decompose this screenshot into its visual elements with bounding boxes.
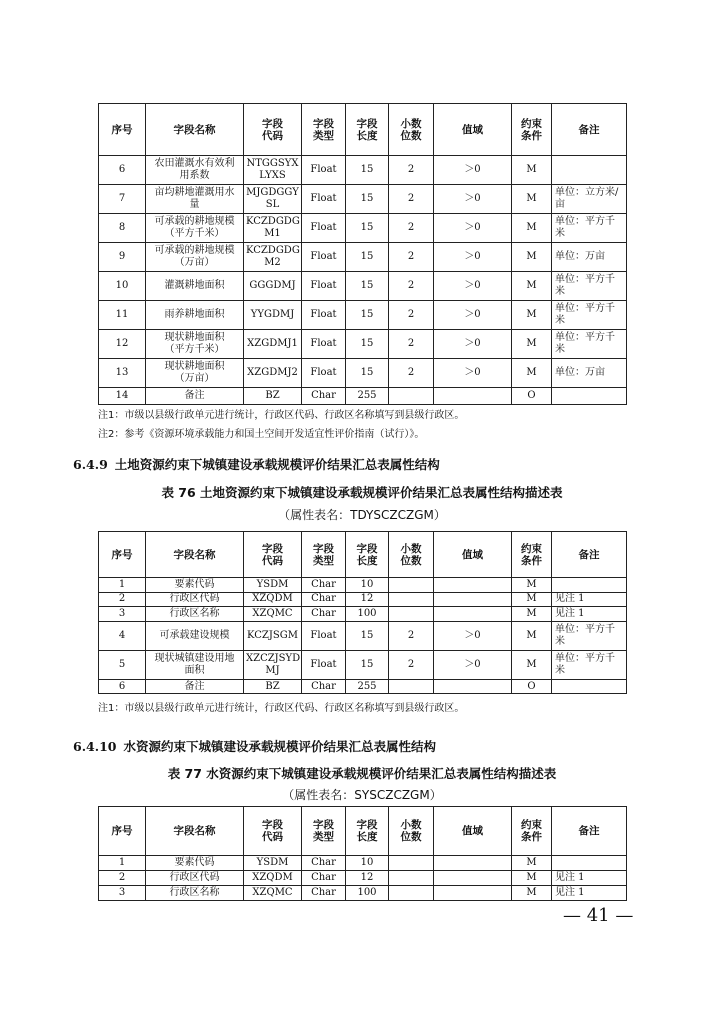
column-header: 备注 — [552, 807, 627, 856]
table-cell: XZQDM — [244, 871, 302, 886]
table-body — [99, 156, 627, 405]
table-caption: 表 77 水资源约束下城镇建设承载规模评价结果汇总表属性结构描述表 — [167, 766, 557, 781]
attribute-table-continued — [98, 103, 627, 405]
table-cell: 8 — [99, 214, 146, 243]
table-cell: Char — [302, 592, 346, 607]
table-cell: 15 — [346, 156, 389, 185]
table-cell: 15 — [346, 359, 389, 388]
table-row — [99, 156, 627, 185]
table-row — [99, 871, 627, 886]
table-cell: ＞0 — [434, 214, 512, 243]
table-cell: O — [512, 679, 552, 694]
table-cell — [434, 856, 512, 871]
table-cell: 10 — [99, 272, 146, 301]
table-cell: M — [512, 330, 552, 359]
page-number: — 41 — — [563, 905, 634, 926]
table-cell: Float — [302, 214, 346, 243]
table-cell — [434, 578, 512, 593]
table-body — [99, 856, 627, 901]
table-cell — [434, 388, 512, 405]
table-header — [99, 807, 627, 856]
table-cell: XZQMC — [244, 607, 302, 622]
column-header: 小数 位数 — [389, 532, 434, 578]
table-cell: 15 — [346, 330, 389, 359]
column-header: 字段 类型 — [302, 532, 346, 578]
column-header: 字段 长度 — [346, 532, 389, 578]
table-cell: 3 — [99, 886, 146, 901]
column-header: 值域 — [434, 104, 512, 156]
table-cell: 11 — [99, 301, 146, 330]
table-cell: ＞0 — [434, 650, 512, 679]
table-cell: 255 — [346, 679, 389, 694]
table-cell: NTGGSYX LYXS — [244, 156, 302, 185]
table-row — [99, 301, 627, 330]
table-cell: 5 — [99, 650, 146, 679]
table-cell: 15 — [346, 214, 389, 243]
table-cell: Char — [302, 578, 346, 593]
column-header: 备注 — [552, 532, 627, 578]
table-cell: ＞0 — [434, 621, 512, 650]
table-cell: Float — [302, 621, 346, 650]
table-cell: M — [512, 592, 552, 607]
table-cell — [434, 607, 512, 622]
table-cell: 可承载的耕地规模 （万亩） — [146, 243, 244, 272]
table-cell: 要素代码 — [146, 578, 244, 593]
table-subcaption: （属性表名：SYSCZCZGM） — [282, 788, 442, 802]
table-cell: KCZDGDG M2 — [244, 243, 302, 272]
table-cell — [552, 578, 627, 593]
table-cell: M — [512, 856, 552, 871]
table-body — [99, 578, 627, 694]
table-cell: M — [512, 607, 552, 622]
table-cell — [389, 886, 434, 901]
table-cell: Char — [302, 679, 346, 694]
table-cell: 15 — [346, 621, 389, 650]
table-cell: 现状耕地面积 （万亩） — [146, 359, 244, 388]
table-cell: ＞0 — [434, 243, 512, 272]
table-cell: 单位：平方千 米 — [552, 330, 627, 359]
table-cell — [389, 592, 434, 607]
table-cell: 1 — [99, 578, 146, 593]
table-cell: 单位：平方千 米 — [552, 272, 627, 301]
table-cell: 255 — [346, 388, 389, 405]
table-cell — [389, 388, 434, 405]
column-header: 值域 — [434, 532, 512, 578]
table-cell: Float — [302, 272, 346, 301]
table-cell: Float — [302, 650, 346, 679]
table-cell: Char — [302, 388, 346, 405]
table-cell: 1 — [99, 856, 146, 871]
table-cell: 雨养耕地面积 — [146, 301, 244, 330]
table-cell: 单位：立方米/ 亩 — [552, 185, 627, 214]
table-cell: 3 — [99, 607, 146, 622]
column-header: 约束 条件 — [512, 532, 552, 578]
table-cell: 6 — [99, 156, 146, 185]
column-header: 约束 条件 — [512, 807, 552, 856]
table-cell: 现状城镇建设用地 面积 — [146, 650, 244, 679]
table-cell: Char — [302, 886, 346, 901]
table-cell: 备注 — [146, 679, 244, 694]
table-row — [99, 330, 627, 359]
table-cell: 见注 1 — [552, 592, 627, 607]
table-cell: 单位：平方千 米 — [552, 621, 627, 650]
table-cell: ＞0 — [434, 301, 512, 330]
table-cell: 单位：平方千 米 — [552, 650, 627, 679]
table-cell: 灌溉耕地面积 — [146, 272, 244, 301]
table-cell: M — [512, 214, 552, 243]
table-cell: Float — [302, 156, 346, 185]
table-cell: M — [512, 871, 552, 886]
table-cell: 100 — [346, 886, 389, 901]
column-header: 字段名称 — [146, 104, 244, 156]
table-cell: 12 — [99, 330, 146, 359]
table-cell — [389, 871, 434, 886]
table-cell: 10 — [346, 578, 389, 593]
table-cell: ＞0 — [434, 359, 512, 388]
table-cell: M — [512, 650, 552, 679]
column-header: 值域 — [434, 807, 512, 856]
column-header: 小数 位数 — [389, 807, 434, 856]
column-header: 备注 — [552, 104, 627, 156]
table-cell: 2 — [389, 214, 434, 243]
table-cell: XZQDM — [244, 592, 302, 607]
attribute-table-water — [98, 806, 627, 901]
table-cell: 行政区代码 — [146, 871, 244, 886]
table-cell: M — [512, 578, 552, 593]
section-heading — [73, 737, 436, 755]
table-cell — [552, 856, 627, 871]
table-cell: 单位：万亩 — [552, 359, 627, 388]
table-cell — [389, 856, 434, 871]
table-cell: 可承载建设规模 — [146, 621, 244, 650]
table-cell: 100 — [346, 607, 389, 622]
table-cell: 单位：万亩 — [552, 243, 627, 272]
column-header: 字段 代码 — [244, 807, 302, 856]
table-cell: Float — [302, 243, 346, 272]
table-cell: 9 — [99, 243, 146, 272]
table-cell: 2 — [389, 156, 434, 185]
table-header — [99, 104, 627, 156]
column-header: 字段 代码 — [244, 104, 302, 156]
table-cell: M — [512, 243, 552, 272]
table-cell: 见注 1 — [552, 871, 627, 886]
column-header: 字段名称 — [146, 807, 244, 856]
table-cell: 15 — [346, 301, 389, 330]
table-cell: 2 — [99, 871, 146, 886]
table-cell — [552, 679, 627, 694]
table-cell: 2 — [389, 185, 434, 214]
table-subcaption: （属性表名：TDYSCZCZGM） — [278, 508, 446, 522]
table-row — [99, 243, 627, 272]
column-header: 字段 代码 — [244, 532, 302, 578]
table-cell: 2 — [389, 330, 434, 359]
table-row — [99, 359, 627, 388]
table-cell: 单位：平方千 米 — [552, 214, 627, 243]
table-cell: 7 — [99, 185, 146, 214]
table-cell — [434, 886, 512, 901]
table-cell: 可承载的耕地规模 （平方千米） — [146, 214, 244, 243]
table-cell: ＞0 — [434, 272, 512, 301]
table-row — [99, 650, 627, 679]
table-row — [99, 607, 627, 622]
table-cell: XZQMC — [244, 886, 302, 901]
table-cell: 2 — [389, 243, 434, 272]
table-cell — [389, 679, 434, 694]
table-cell — [552, 388, 627, 405]
table-row — [99, 272, 627, 301]
table-cell — [434, 871, 512, 886]
table-note: 注1：市级以县级行政单元进行统计，行政区代码、行政区名称填写到县级行政区。 — [98, 410, 465, 421]
table-cell: Char — [302, 607, 346, 622]
table-cell: 行政区代码 — [146, 592, 244, 607]
table-row — [99, 388, 627, 405]
table-cell: O — [512, 388, 552, 405]
table-cell: 行政区名称 — [146, 607, 244, 622]
table-note: 注1：市级以县级行政单元进行统计，行政区代码、行政区名称填写到县级行政区。 — [98, 703, 465, 714]
column-header: 字段名称 — [146, 532, 244, 578]
table-row — [99, 886, 627, 901]
table-cell: 12 — [346, 871, 389, 886]
table-cell: 要素代码 — [146, 856, 244, 871]
table-cell — [434, 592, 512, 607]
table-cell: 2 — [389, 272, 434, 301]
column-header: 序号 — [99, 532, 146, 578]
table-cell: 2 — [99, 592, 146, 607]
table-cell: BZ — [244, 679, 302, 694]
table-cell: 10 — [346, 856, 389, 871]
table-cell: M — [512, 185, 552, 214]
table-caption: 表 76 土地资源约束下城镇建设承载规模评价结果汇总表属性结构描述表 — [161, 485, 563, 500]
table-cell: 备注 — [146, 388, 244, 405]
table-cell: Float — [302, 330, 346, 359]
table-cell: BZ — [244, 388, 302, 405]
table-cell: Float — [302, 185, 346, 214]
table-cell: 6 — [99, 679, 146, 694]
table-cell: ＞0 — [434, 185, 512, 214]
section-heading — [73, 455, 440, 473]
table-cell — [552, 156, 627, 185]
table-cell: Char — [302, 871, 346, 886]
table-note: 注2：参考《资源环境承载能力和国土空间开发适宜性评价指南（试行）》。 — [98, 429, 425, 440]
column-header: 字段 长度 — [346, 104, 389, 156]
table-cell — [434, 679, 512, 694]
table-cell: Char — [302, 856, 346, 871]
table-cell: YSDM — [244, 856, 302, 871]
table-cell: YYGDMJ — [244, 301, 302, 330]
table-cell: 2 — [389, 301, 434, 330]
attribute-table-land — [98, 531, 627, 694]
table-row — [99, 185, 627, 214]
table-row — [99, 592, 627, 607]
table-cell: 农田灌溉水有效利 用系数 — [146, 156, 244, 185]
table-cell: KCZJSGM — [244, 621, 302, 650]
section-number: 6.4.10 — [73, 739, 117, 754]
column-header: 序号 — [99, 104, 146, 156]
table-cell: 15 — [346, 650, 389, 679]
table-cell: M — [512, 272, 552, 301]
column-header: 序号 — [99, 807, 146, 856]
table-cell — [389, 607, 434, 622]
table-cell: 单位：平方千 米 — [552, 301, 627, 330]
section-number: 6.4.9 — [73, 457, 108, 472]
column-header: 字段 类型 — [302, 104, 346, 156]
table-cell — [389, 578, 434, 593]
table-header — [99, 532, 627, 578]
column-header: 约束 条件 — [512, 104, 552, 156]
table-cell: ＞0 — [434, 330, 512, 359]
table-cell: 4 — [99, 621, 146, 650]
section-title: 水资源约束下城镇建设承载规模评价结果汇总表属性结构 — [123, 739, 437, 754]
table-cell: 2 — [389, 359, 434, 388]
table-row — [99, 214, 627, 243]
table-cell: XZGDMJ2 — [244, 359, 302, 388]
table-cell: M — [512, 886, 552, 901]
table-cell: 见注 1 — [552, 886, 627, 901]
table-cell: 亩均耕地灌溉用水 量 — [146, 185, 244, 214]
table-cell: GGGDMJ — [244, 272, 302, 301]
table-cell: Float — [302, 301, 346, 330]
table-cell: 14 — [99, 388, 146, 405]
table-cell: YSDM — [244, 578, 302, 593]
table-cell: 现状耕地面积 （平方千米） — [146, 330, 244, 359]
table-cell: XZGDMJ1 — [244, 330, 302, 359]
table-cell: KCZDGDG M1 — [244, 214, 302, 243]
table-cell: MJGDGGY SL — [244, 185, 302, 214]
table-cell: 12 — [346, 592, 389, 607]
table-cell: 15 — [346, 243, 389, 272]
table-row — [99, 578, 627, 593]
table-cell: 15 — [346, 272, 389, 301]
section-title: 土地资源约束下城镇建设承载规模评价结果汇总表属性结构 — [114, 457, 440, 472]
table-cell: M — [512, 621, 552, 650]
column-header: 小数 位数 — [389, 104, 434, 156]
table-cell: ＞0 — [434, 156, 512, 185]
table-cell: Float — [302, 359, 346, 388]
table-cell: XZCZJSYD MJ — [244, 650, 302, 679]
table-cell: 2 — [389, 650, 434, 679]
table-cell: 行政区名称 — [146, 886, 244, 901]
table-row — [99, 856, 627, 871]
table-cell: 见注 1 — [552, 607, 627, 622]
table-row — [99, 621, 627, 650]
column-header: 字段 类型 — [302, 807, 346, 856]
table-cell: M — [512, 301, 552, 330]
table-cell: 2 — [389, 621, 434, 650]
table-cell: M — [512, 156, 552, 185]
table-cell: 13 — [99, 359, 146, 388]
table-cell: 15 — [346, 185, 389, 214]
column-header: 字段 长度 — [346, 807, 389, 856]
table-cell: M — [512, 359, 552, 388]
table-row — [99, 679, 627, 694]
